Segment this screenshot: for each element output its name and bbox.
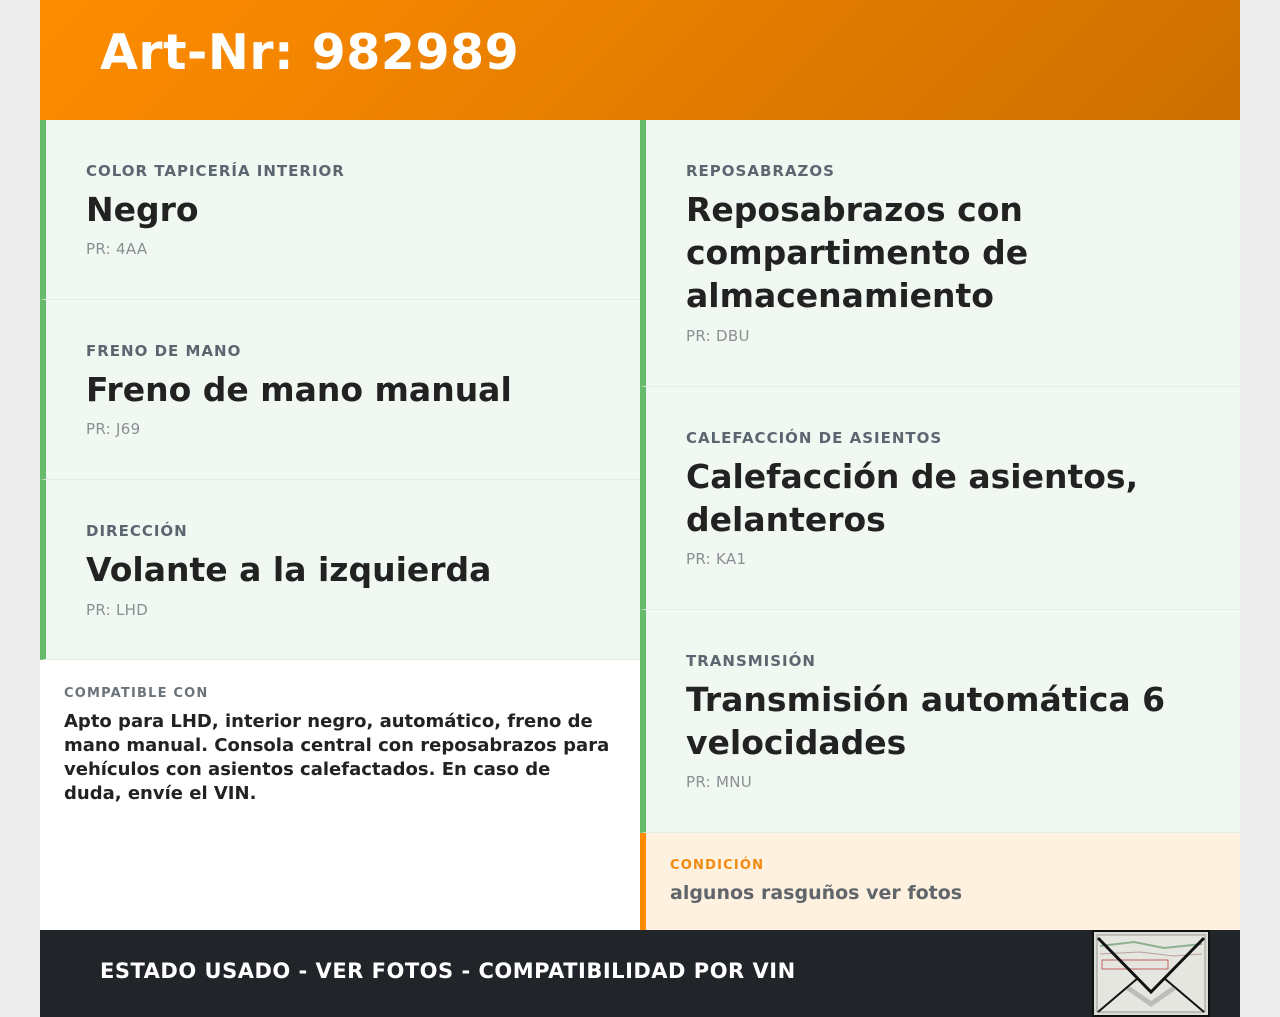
feature-label: DIRECCIÓN [86,522,188,540]
envelope-thumbnail-icon[interactable] [1092,930,1210,1017]
header-banner [40,0,1240,120]
feature-value: Reposabrazos con compartimento de almacenamiento [686,190,1029,315]
compatibility-text: Apto para LHD, interior negro, automático, freno de mano manual. Consola central con reposabrazos para vehículos con asientos calefactados. En caso de duda, envíe el VIN. [64,711,610,804]
footer-bar [40,930,1240,1017]
feature-label: FRENO DE MANO [86,342,242,360]
feature-label: CALEFACCIÓN DE ASIENTOS [686,429,943,447]
feature-card-seat-heating [640,387,1240,610]
feature-pr-code: PR: MNU [686,773,753,791]
feature-label: REPOSABRAZOS [686,162,835,180]
feature-pr-code: PR: J69 [86,420,141,438]
feature-card-upholstery-color [40,120,640,300]
feature-card-handbrake [40,300,640,480]
feature-label: COLOR TAPICERÍA INTERIOR [86,162,345,180]
feature-value: Volante a la izquierda [86,550,492,589]
feature-card-steering [40,480,640,660]
footer-status-text: ESTADO USADO - VER FOTOS - COMPATIBILIDAD POR VIN [100,959,796,983]
compatibility-label: COMPATIBLE CON [64,686,209,701]
compatibility-section [40,660,640,930]
condition-text: algunos rasguños ver fotos [670,882,963,904]
feature-pr-code: PR: KA1 [686,550,747,568]
envelope-icon [1094,932,1208,1015]
feature-pr-code: PR: DBU [686,327,750,345]
product-sheet [40,0,1240,1017]
feature-card-armrest [640,120,1240,387]
condition-label: CONDICIÓN [670,858,765,873]
feature-pr-code: PR: LHD [86,601,149,619]
feature-label: TRANSMISIÓN [686,652,816,670]
feature-value: Calefacción de asientos, delanteros [686,457,1139,539]
feature-value: Transmisión automática 6 velocidades [686,680,1166,762]
feature-pr-code: PR: 4AA [86,240,148,258]
feature-card-transmission [640,610,1240,833]
article-number-title: Art-Nr: 982989 [100,24,520,81]
condition-section [640,833,1240,930]
feature-value: Freno de mano manual [86,370,512,409]
feature-value: Negro [86,190,199,229]
